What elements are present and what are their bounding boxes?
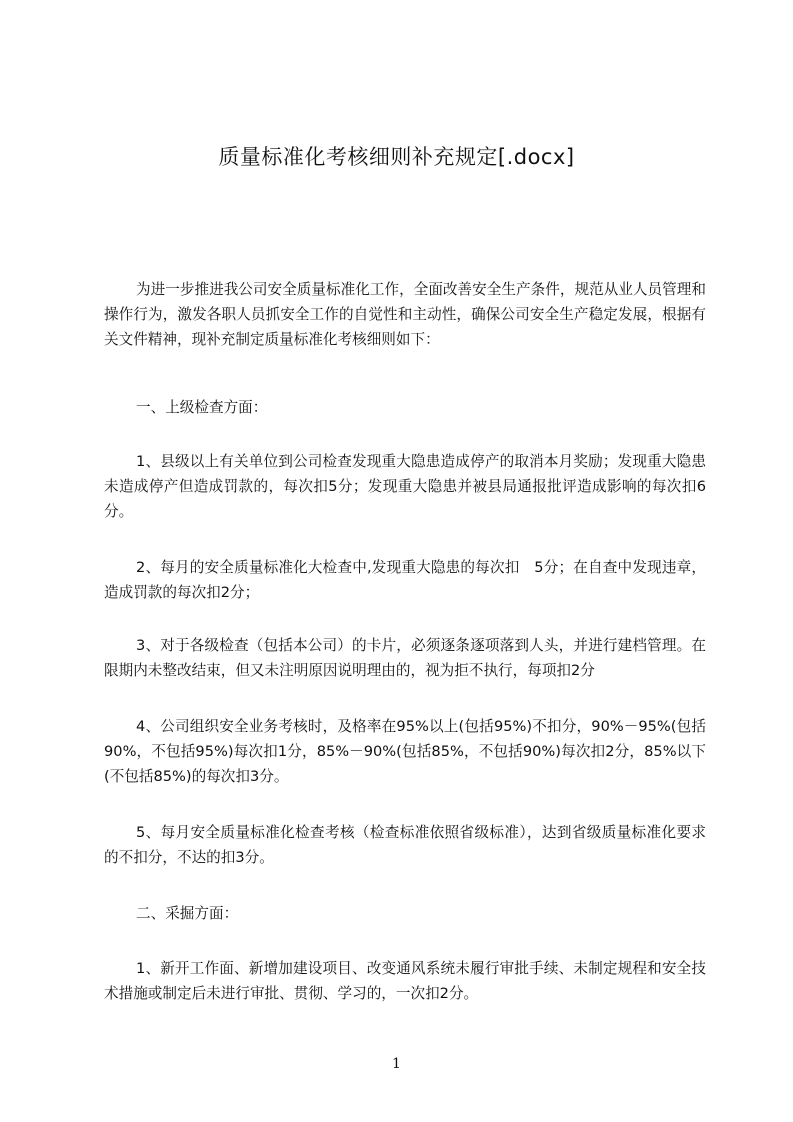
inspection-item-4: 4、公司组织安全业务考核时，及格率在95%以上(包括95%)不扣分，90%－95%(包括90%，不包括95%)每次扣1分，85%－90%(包括85%，不包括90%)每次扣2分，85%以下(不包括85%)的每次扣3分。 [104, 718, 706, 785]
inspection-item-1: 1、县级以上有关单位到公司检查发现重大隐患造成停产的取消本月奖励；发现重大隐患未造成停产但造成罚款的，每次扣5分；发现重大隐患并被县局通报批评造成影响的每次扣6分。 [104, 453, 706, 520]
section-heading-inspection: 一、上级检查方面： [136, 399, 268, 416]
page-number: 1 [392, 1056, 401, 1072]
section-heading-mining: 二、采掘方面： [136, 905, 239, 922]
mining-item-1: 1、新开工作面、新增加建设项目、改变通风系统未履行审批手续、未制定规程和安全技术措施或制定后未进行审批、贯彻、学习的，一次扣2分。 [104, 960, 706, 1002]
document-title: 质量标准化考核细则补充规定[.docx] [218, 145, 575, 169]
inspection-item-5: 5、每月安全质量标准化检查考核（检查标准依照省级标准），达到省级质量标准化要求的不扣分，不达的扣3分。 [104, 824, 706, 866]
inspection-item-3: 3、对于各级检查（包括本公司）的卡片，必须逐条逐项落到人头，并进行建档管理。在限期内未整改结束，但又未注明原因说明理由的，视为拒不执行，每项扣2分 [104, 637, 706, 679]
intro-paragraph: 为进一步推进我公司安全质量标准化工作，全面改善安全生产条件，规范从业人员管理和操作行为，激发各职人员抓安全工作的自觉性和主动性，确保公司安全生产稳定发展，根据有关文件精神，现补充制定质量标准化考核细则如下： [104, 281, 706, 348]
inspection-item-2: 2、每月的安全质量标准化大检查中,发现重大隐患的每次扣 5分；在自查中发现违章，造成罚款的每次扣2分； [104, 559, 706, 601]
